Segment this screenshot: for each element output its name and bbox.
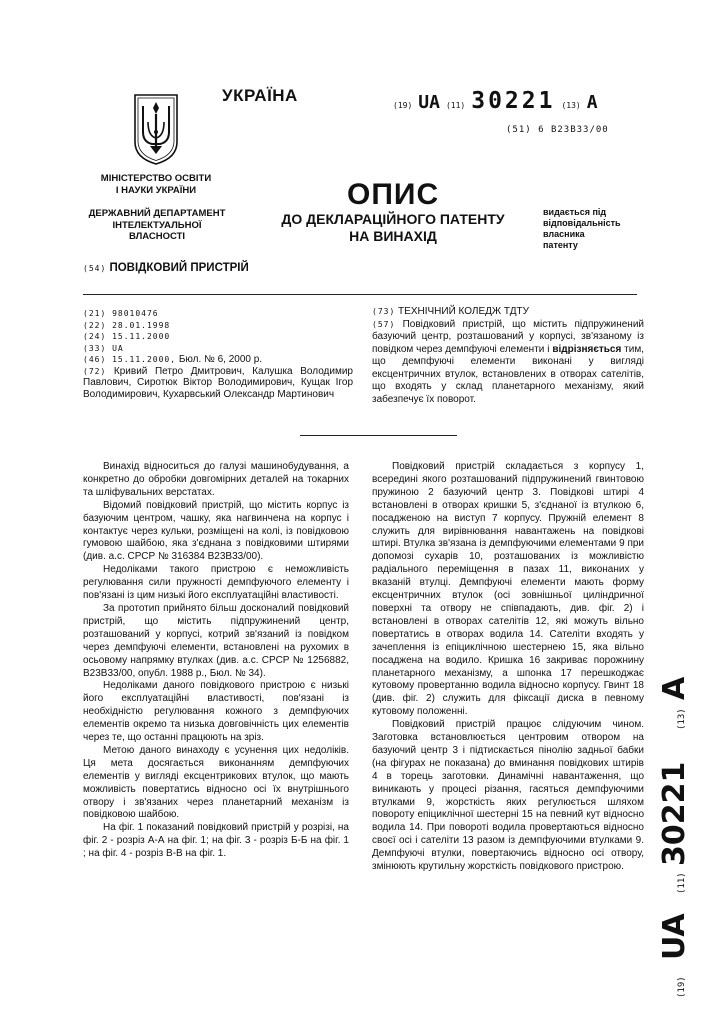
side-patent-label <box>648 588 700 1008</box>
paragraph: Недоліками такого пристрою є неможливість регулювання сили пружності демпфуючого елементу і пов'язані із цим низькі його експлуатаційні властивості. <box>83 564 349 602</box>
tag-73: (73) <box>372 307 396 316</box>
patent-number: 30221 <box>471 88 556 114</box>
subtitle-line: НА ВИНАХІД <box>349 228 437 244</box>
tag-46: (46) 15.11.2000, <box>83 355 177 364</box>
field-72 <box>83 366 353 401</box>
tag-54: (54) <box>83 264 107 273</box>
field-57 <box>372 319 644 407</box>
department-line: ВЛАСНОСТІ <box>128 231 186 242</box>
paragraph: За прототип прийнято більш досконалий повідковий пристрій, що містить підпружинений центр, розташований у корпусі, котрий зв'язаний із повідком через демпфуючі елементи, встановлені на рухомих в осьовому напрямку втулках (див. а.с. СРСР № 1256882, B23B33/00, опубл. 1988 р., Бюл. № 34). <box>83 602 349 679</box>
state-emblem-icon <box>132 92 180 166</box>
claim-text-b: тим, що демпфуючі елементи виконані у вигляді ексцентричних втулок, встановлених в отворах сателітів, що входять у склад планетарного механізму, який забезпечує їх поворот. <box>372 343 644 405</box>
document-subtitle <box>268 211 518 245</box>
tag-57: (57) <box>372 319 396 329</box>
field-24: (24) 15.11.2000 <box>83 332 171 341</box>
inventors: Кривий Петро Дмитрович, Калушка Володимир Павлович, Сиротюк Віктор Володимирович, Кущак Ігор Володимирович, Кухарвський Олександр Мартинович <box>83 365 353 400</box>
tag-72: (72) <box>83 366 107 376</box>
owner-and-claim <box>372 306 644 406</box>
issued-line: власника <box>543 229 585 239</box>
side-country-code: UA <box>657 913 692 960</box>
paragraph: Недоліками даного повідкового пристрою є низькі його експлуатаційні властивості, пов'язані із необхідністю регулювання кожного з демпфуючих елементів окремо та низька довговічність цих елементів через те, що останні працюють на зріз. <box>83 680 349 744</box>
side-tag-19: (19) <box>677 976 687 998</box>
paragraph: Відомий повідковий пристрій, що містить корпус із базуючим центром, чашку, яка нагвинчена на корпус і контактує через кульки, розміщені на колі, із повідковою гумовою шайбою, яка з'єднана з повідковими штирями (див. а.с. СРСР № 316384 B23B33/00). <box>83 499 349 563</box>
tag-51: (51) <box>506 125 532 135</box>
issued-line: видається під <box>543 207 607 217</box>
side-patent-number: 30221 <box>657 761 692 866</box>
department-line: ІНТЕЛЕКТУАЛЬНОЇ <box>112 219 202 231</box>
field-46 <box>83 354 353 366</box>
patent-owner: ТЕХНІЧНИЙ КОЛЕДЖ ТДТУ <box>398 306 529 317</box>
side-tag-13: (13) <box>677 708 687 730</box>
tag-19: (19) <box>393 101 413 110</box>
subtitle-line: ДО ДЕКЛАРАЦІЙНОГО ПАТЕНТУ <box>281 211 505 227</box>
description-left-column <box>83 461 349 861</box>
invention-title-text: ПОВІДКОВИЙ ПРИСТРІЙ <box>109 262 249 274</box>
side-tag-11: (11) <box>677 872 687 894</box>
description-right-column <box>372 461 644 874</box>
field-73 <box>372 306 644 319</box>
paragraph: Метою даного винаходу є усунення цих недоліків. Ця мета досягається виконанням демпфуючих елементів у вигляді ексцентрикових втулок, що мають можливість повертатись відносно осі їх внутрішнього отвору і зв'язаних через планетарний механізм із повідковою шайбою. <box>83 744 349 821</box>
ministry-line: МІНІСТЕРСТВО ОСВІТИ <box>100 173 212 184</box>
side-kind-code: A <box>657 676 692 700</box>
department-line: ДЕРЖАВНИЙ ДЕПАРТАМЕНТ <box>88 208 226 219</box>
issued-line: патенту <box>543 240 578 250</box>
bulletin-number: Бюл. № 6, 2000 р. <box>178 354 263 365</box>
paragraph: Винахід відноситься до галузі машинобудування, а конкретно до обробки довгомірних деталей на токарних та шліфувальних верстатах. <box>83 461 349 498</box>
field-33: (33) UA <box>83 343 124 353</box>
field-22: (22) 28.01.1998 <box>83 320 171 330</box>
paragraph: На фіг. 1 показаний повідковий пристрій у розрізі, на фіг. 2 - розріз А-А на фіг. 1; на фіг. 3 - розріз Б-Б на фіг. 1 ; на фіг. 4 - розріз В-В на фіг. 1. <box>83 822 349 860</box>
bibliographic-data <box>83 308 353 400</box>
tag-11: (11) <box>445 101 466 110</box>
publication-number <box>393 88 604 114</box>
paragraph: Повідковий пристрій працює слідуючим чином. Заготовка встановлюється центровим отвором на базуючий центр 3 і підтискається пінолію задньої бабки (на фігурах не показана) до вминання повідкових штирів 4 в торець заготовки. Динамічні навантаження, що виникають у процесі різання, гасяться демпфуючими втулками 9, жорсткість яких регулюється шляхом повороту епіциклічної шестерні 15 на певний кут відносно водила 14. При повороті водила провертаються відносно своєї осі і сателіти 13 разом із демпфуючими втулками 9. Демпфуючі втулки, повертаючись відносно осі отвору, змінюють крутильну жорсткість повідкового пристрою. <box>372 719 644 873</box>
ipc-code: 6 B23B33/00 <box>538 125 609 135</box>
invention-title <box>83 262 249 274</box>
header-divider <box>83 294 637 295</box>
biblio-divider <box>300 435 457 436</box>
field-21: (21) 98010476 <box>83 309 159 318</box>
paragraph: Повідковий пристрій складається з корпусу 1, всередині якого розташований підпружинений гвинтовою пружиною 2 базуючий центр 3. Повідкові штирі 4 встановлені в отворах кришки 5, з'єднаної із втулкою 6, посадженою на виступ 7 корпусу. Пружній елемент 8 служить для вирівнювання навантажень на повідкові штирі. Втулка зв'язана із демпфуючими елементами 9 при допомозі сухарів 10, розташованих із можливістю радіального переміщення в пазах 11, виконаних у вказаній втулці. Демпфуючі елементи мають форму ексцентричних втулок (осі зовнішньої циліндричної поверхні та отвору не співпадають, див. фіг. 2) і встановлені в отворах сателітів 12, які можуть вільно повертатись в отворах водила 14. Сателіти входять у зачеплення із епіциклічною шестернею 15, яка вільно посаджена на водило. Кришка 16 закриває порожнину планетарного механізму, а шпонка 17 перешкоджає кутовому провертанню водила відносно корпусу. Гвинт 18 (див. фіг. 2) служить для фіксації диска в певному кутовому положенні. <box>372 461 644 718</box>
ipc-classification <box>506 125 609 135</box>
tag-13: (13) <box>561 101 581 110</box>
ministry-line: І НАУКИ УКРАЇНИ <box>115 185 197 196</box>
department-name <box>82 208 232 243</box>
country-code: UA <box>418 92 440 113</box>
ministry-name <box>92 173 220 197</box>
claim-keyword: відрізняється <box>552 343 622 355</box>
country-name: УКРАЇНА <box>222 86 298 105</box>
issued-line: відповідальність <box>543 218 621 228</box>
claim-text-a: Повідковий пристрій, що містить підпружинений базуючий центр, розташований у корпусі, зв'язаному із повідком через демпфуючі елементи і <box>372 318 644 355</box>
issued-note <box>543 207 663 251</box>
kind-code: A <box>586 92 598 113</box>
document-title: ОПИС <box>347 178 440 211</box>
